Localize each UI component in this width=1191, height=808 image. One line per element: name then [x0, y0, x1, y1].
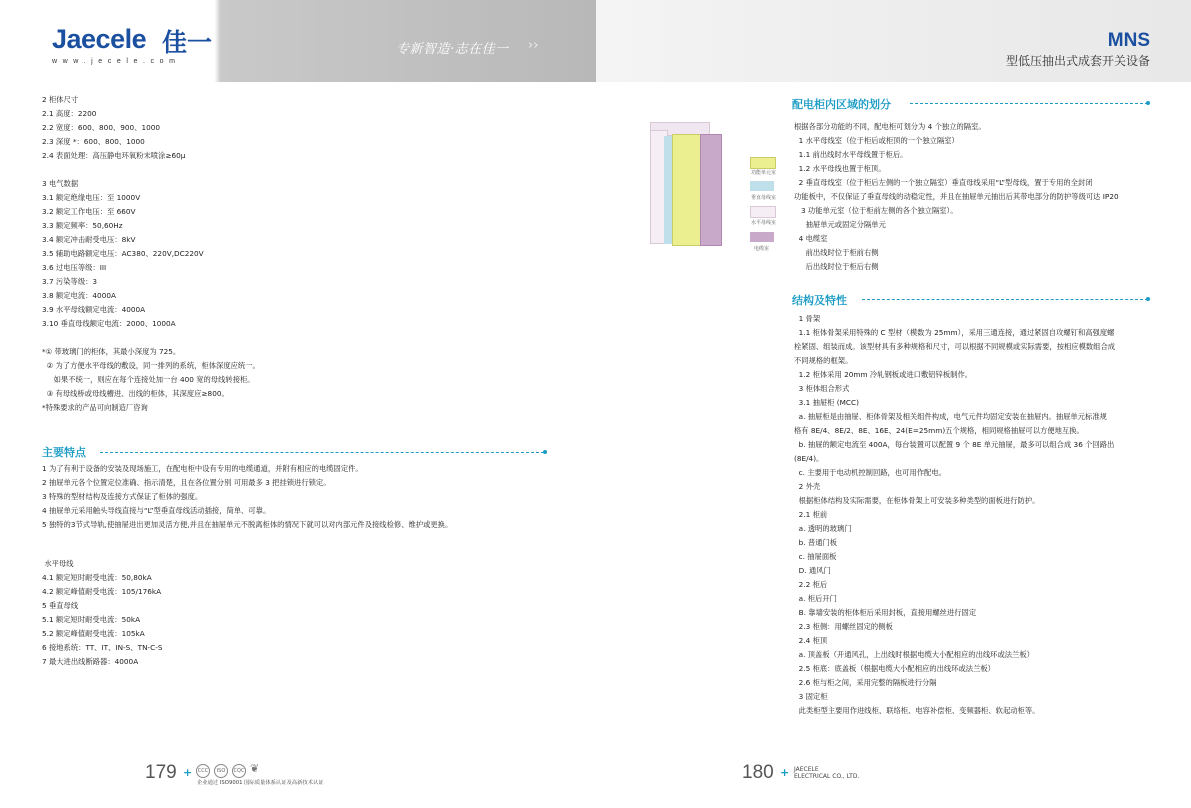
text-line: 4.2 额定峰值耐受电流：105/176kA: [42, 587, 162, 596]
text-line: 4 抽屉单元采用触头导线直接与“L”型垂直母线活动插接，简单、可靠。: [42, 506, 271, 515]
text-line: 4 电缆室: [794, 234, 828, 243]
spec-list: [42, 93, 260, 415]
text-line: 前出线时位于柜前右侧: [794, 248, 879, 257]
section-title-structure: 结构及特性: [792, 294, 847, 307]
text-line: 根据各部分功能的不同，配电柜可划分为 4 个独立的隔室。: [794, 122, 986, 131]
cable-compartment: [700, 134, 722, 246]
text-line: 3.9 水平母线额定电流：4000A: [42, 305, 146, 314]
text-line: 1.1 柜体骨架采用特殊的 C 型材（模数为 25mm），采用三通连接，通过紧固自攻螺钉和高强度螺: [794, 328, 1115, 337]
text-line: c. 抽屉面板: [794, 552, 837, 561]
page-number-left: 179: [145, 762, 177, 783]
logo: Jaecele: [52, 24, 147, 54]
divider-dot: [1146, 101, 1150, 105]
text-line: 3 功能单元室（位于柜前左侧的各个独立隔室）。: [794, 206, 958, 215]
text-line: 3 固定柜: [794, 692, 828, 701]
section-divider: [862, 299, 1148, 300]
plus-icon: +: [780, 766, 790, 779]
company-suffix: ELECTRICAL CO., LTD.: [794, 773, 860, 780]
section-title-zones: 配电柜内区域的划分: [792, 98, 891, 111]
legend-swatch-vertical-busbar: [750, 181, 774, 191]
text-line: 4.1 额定短时耐受电流：50,80kA: [42, 573, 152, 582]
text-line: 5 垂直母线: [42, 601, 79, 610]
product-code: MNS: [1107, 30, 1150, 51]
text-line: 1 为了有利于设备的安装及现场施工，在配电柜中设有专用的电缆通道，并附有相应的电缆固定件。: [42, 464, 363, 473]
iso-cert-icon: ISO: [214, 764, 228, 778]
text-line: 2.3 柜侧：用螺丝固定的侧板: [794, 622, 893, 631]
text-line: 2.6 柜与柜之间，采用完整的隔板进行分隔: [794, 678, 937, 687]
section-divider: [100, 452, 544, 453]
legend-label: 功能单元室: [751, 170, 777, 176]
text-line: 1 水平母线室（位于柜后或柜顶的一个独立隔室）: [794, 136, 959, 145]
text-line: 3.8 额定电流：4000A: [42, 291, 116, 300]
zone-list: [794, 120, 1119, 274]
text-line: 3 柜体组合形式: [794, 384, 850, 393]
text-line: 2.5 柜底：底盖板（根据电缆大小配相应的出线环或法兰板）: [794, 664, 995, 673]
text-line: 3.6 过电压等级：III: [42, 263, 107, 272]
text-line: a. 抽屉柜是由抽屉、柜体骨架及相关组件构成，电气元件均固定安装在抽屉内。抽屉单元标准规: [794, 412, 1107, 421]
text-line: 5 独特的3节式导轨,使抽屉进出更加灵活方便,并且在抽屉单元不脱离柜体的情况下就可以对内部元件及接线检修、维护或更换。: [42, 520, 453, 529]
legend-swatch-function-unit: [750, 157, 776, 169]
legend-label: 垂直母线室: [751, 195, 777, 201]
text-line: 3.1 额定绝缘电压：至 1000V: [42, 193, 141, 202]
text-line: a. 透明的玻璃门: [794, 524, 852, 533]
function-unit-compartment: [672, 134, 702, 246]
text-line: 1.2 水平母线也置于柜顶。: [794, 164, 886, 173]
text-line: 3.3 额定频率：50,60Hz: [42, 221, 123, 230]
text-line: 3.2 额定工作电压：至 660V: [42, 207, 136, 216]
text-line: 2.2 宽度：600、800、900、1000: [42, 123, 161, 132]
text-line: [42, 331, 260, 345]
section-title-main-features: 主要特点: [42, 446, 86, 459]
text-line: 1.1 前出线时水平母线置于柜后。: [794, 150, 908, 159]
text-line: D. 通风门: [794, 566, 831, 575]
text-line: 3.1 抽屉柜 (MCC): [794, 398, 859, 407]
text-line: 2.1 高度：2200: [42, 109, 97, 118]
cert-text: 企业通过 ISO9001 国际质量体系认证及高新技术认证: [197, 780, 324, 786]
divider-dot: [1146, 297, 1150, 301]
text-line: 2.4 柜顶: [794, 636, 828, 645]
leaf-cert-icon: ❦: [250, 762, 260, 775]
text-line: 2 外壳: [794, 482, 821, 491]
text-line: 7 最大进出线断路器：4000A: [42, 657, 139, 666]
text-line: 不同规格的框架。: [794, 356, 853, 365]
company-name: JAECELE: [794, 766, 819, 773]
text-line: 2 抽屉单元各个位置定位准确、指示清楚，且在各位置分别 可用最多 3 把挂锁进行锁定。: [42, 478, 331, 487]
text-line: ② 为了方便水平母线的敷设，同一排列的系统，柜体深度应统一。: [42, 361, 260, 370]
structure-list: [794, 312, 1115, 718]
text-line: 抽屉单元或固定分隔单元: [794, 220, 886, 229]
legend-label: 水平母线室: [751, 220, 777, 226]
text-line: a. 柜后开门: [794, 594, 837, 603]
text-line: 3.5 辅助电路额定电压：AC380、220V,DC220V: [42, 249, 204, 258]
text-line: b. 普通门板: [794, 538, 838, 547]
ccc-cert-icon: CCC: [196, 764, 210, 778]
text-line: 3 特殊的型材结构及连接方式保证了柜体的强度。: [42, 492, 203, 501]
text-line: 此类柜型主要用作进线柜、联络柜、电容补偿柜、变频器柜、软起动柜等。: [794, 706, 1040, 715]
text-line: *① 带玻璃门的柜体，其最小深度为 725。: [42, 347, 181, 356]
feature-list: [42, 462, 452, 532]
text-line: 3.4 额定冲击耐受电压：8kV: [42, 235, 136, 244]
legend-swatch-horizontal-busbar: [750, 206, 776, 218]
text-line: 2 垂直母线室（位于柜后左侧的一个独立隔室）垂直母线采用“L”型母线，置于专用的全封闭: [794, 178, 1093, 187]
text-line: a. 顶盖板（开通风孔，上出线时根据电缆大小配相应的出线环或法兰板）: [794, 650, 1034, 659]
text-line: 2.4 表面处理：高压静电环氧粉末喷涂≥60μ: [42, 151, 186, 160]
section-divider: [910, 103, 1148, 104]
plus-icon: +: [183, 766, 193, 779]
text-line: B. 靠墙安装的柜体柜后采用封板，直接用螺丝进行固定: [794, 608, 977, 617]
text-line: 3.10 垂直母线额定电流：2000、1000A: [42, 319, 176, 328]
text-line: 2.2 柜后: [794, 580, 828, 589]
text-line: 1 骨架: [794, 314, 821, 323]
product-name: 型低压抽出式成套开关设备: [1005, 54, 1150, 68]
cqc-cert-icon: CQC: [232, 764, 246, 778]
text-line: 功能板中，不仅保证了垂直母线的动稳定性，并且在抽屉单元抽出后其带电部分的防护等级可达 IP20: [794, 192, 1119, 201]
text-line: [42, 163, 260, 177]
text-line: 6 接地系统：TT、IT、IN-S、TN-C-S: [42, 643, 163, 652]
text-line: ③ 有母线桥或母线槽进、出线的柜体，其深度应≥800。: [42, 389, 229, 398]
page-number-right: 180: [742, 762, 774, 783]
text-line: c. 主要用于电动机控制回路，也可用作配电。: [794, 468, 946, 477]
text-line: 根据柜体结构及实际需要，在柜体骨架上可安装多种类型的面板进行防护。: [794, 496, 1040, 505]
text-line: 水平母线: [42, 559, 74, 568]
legend-swatch-cable: [750, 232, 774, 242]
text-line: 2 柜体尺寸: [42, 95, 79, 104]
logo-cn: 佳一: [162, 28, 213, 57]
text-line: 5.2 额定峰值耐受电流：105kA: [42, 629, 145, 638]
legend-label: 电缆室: [754, 246, 770, 252]
text-line: 栓紧固、组装而成。该型材具有多种规格和尺寸，可以根据不同规模或实际需要，按相应模数组合成: [794, 342, 1116, 351]
text-line: 5.1 额定短时耐受电流：50kA: [42, 615, 141, 624]
logo-url: www.jecele.com: [52, 58, 181, 65]
text-line: 如果不统一，则应在每个连接处加一台 400 宽的母线转接柜。: [42, 375, 255, 384]
busbar-list: [42, 557, 163, 669]
text-line: *特殊要求的产品可向制造厂咨询: [42, 403, 148, 412]
text-line: 1.2 柜体采用 20mm 冷轧钢板或进口敷铝锌板制作。: [794, 370, 973, 379]
text-line: 2.1 柜前: [794, 510, 828, 519]
text-line: 后出线时位于柜后右侧: [794, 262, 879, 271]
text-line: 3.7 污染等级：3: [42, 277, 98, 286]
chevron-right-icon: ››: [528, 38, 539, 53]
text-line: b. 抽屉的额定电流至 400A，每台装置可以配置 9 个 8E 单元抽屉，最多可以组合成 36 个回路出: [794, 440, 1115, 449]
text-line: 格有 8E/4、8E/2、8E、16E、24(E=25mm)五个规格，相同规格抽屉可以方便地互换。: [794, 426, 1084, 435]
text-line: 3 电气数据: [42, 179, 79, 188]
text-line: 2.3 深度 *：600、800、1000: [42, 137, 145, 146]
divider-dot: [543, 450, 547, 454]
text-line: (8E/4)。: [794, 454, 824, 463]
slogan: 专新智造·志在佳一: [396, 42, 509, 57]
